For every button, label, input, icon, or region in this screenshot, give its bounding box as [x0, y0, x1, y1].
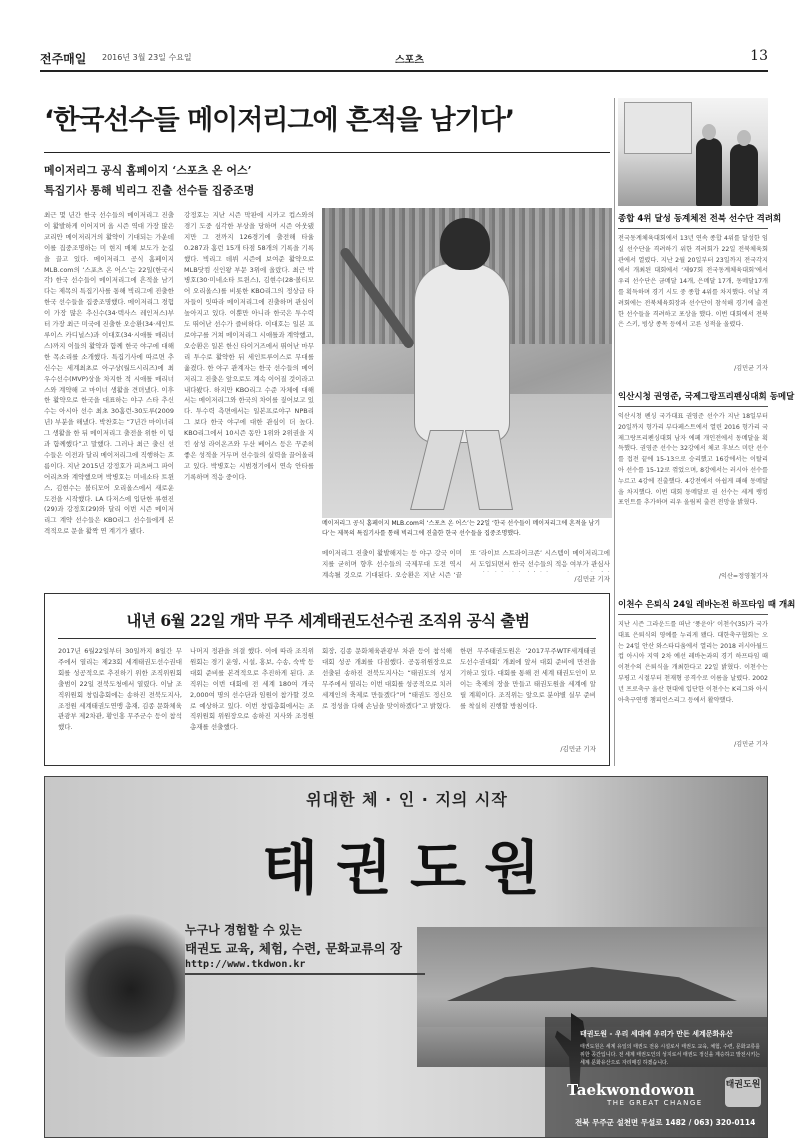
- main-subhead-1: 메이저리그 공식 홈페이지 ‘스포츠 온 어스’: [44, 164, 252, 177]
- ad-address-phone: 전북 무주군 설천면 무설로 1482 / 063) 320-0114: [575, 1118, 756, 1127]
- side-article-2-title: 익산시청 권영준, 국제그랑프리펜싱대회 동메달: [618, 392, 795, 402]
- side-article-2-body: 익산시청 펜싱 국가대표 권영준 선수가 지난 18일부터 20일까지 헝가리 부다페스트에서 열린 2016 헝가리 국제그랑프리펜싱대회 남자 에페 개인전에서 동메달을 획득했다. 권영준 선수는 32강에서 체코 후보스 미탄 선수를 접전 끝에 15-13으로 승리했고 16강에서는 이탈리아 선수를 15-12로 꺾었으며, 8강에서는 러시아 선수를 누르고 4강에 진출했다. 4강전에서 아쉽게 패해 동메달을 차지했다. 이번 대회 동메달로 권 선수는 세계 랭킹 포인트를 추가하며 리우 올림픽 출전 전망을 밝혔다.: [618, 413, 768, 507]
- ad-copy-line-2: 태권도 교육, 체험, 수련, 문화교류의 장: [185, 941, 403, 956]
- player-uniform: [414, 263, 510, 443]
- award-ceremony-photo: [618, 98, 768, 206]
- ceremony-person-2-head: [737, 130, 751, 146]
- taekwondo-headline-rule: [58, 638, 596, 639]
- photo-caption: 메이저리그 공식 홈페이지 MLB.com의 ‘스포츠 온 어스’는 22일 ‘한국 선수들이 메이저리그에 흔적을 남기다’는 제목의 특집기사를 통해 빅리그에 진출한 한국 선수들을 집중조명했다.: [322, 520, 601, 537]
- fist-image: [65, 907, 185, 1057]
- ceremony-person-1: [696, 138, 722, 206]
- ad-heritage-banner: 태권도원 - 우리 세대에 우리가 만든 세계문화유산: [580, 1030, 733, 1038]
- building-roof: [447, 967, 737, 1001]
- taekwondo-column-2: 나머지 정관을 의결 했다. 이에 따라 조직위원회는 경기 운영, 시설, 홍보, 수송, 숙박 등 대회 준비를 본격적으로 추진하게 된다. 조직위는 이번 대회에 전 세계 180여 개국 2,000여 명의 선수단과 임원이 참가할 것으로 예상하고 있다. 이번 창립총회에서는 조직위원회 위원장으로 송하진 지사와 조정원 총재를 선출했다.: [190, 647, 314, 732]
- ad-calligraphy-title: 태권도원: [261, 834, 559, 902]
- ad-website-url: http://www.tkdwon.kr: [185, 959, 306, 970]
- side-article-3-rule: [618, 614, 768, 615]
- main-article-column-4: 또 ‘라이브 스트라이크존’ 시스템이 메이저리그에서 도입되면서 한국 선수들의 적응 여부가 관심사: [470, 549, 610, 568]
- side-article-1-body: 전국동계체육대회에서 13년 연속 종합 4위를 달성한 임실 선수단을 격려하기 위한 격려회가 22일 전북체육회관에서 열렸다. 지난 2월 20일부터 23일까지 전국각지에서 개최된 대회에서 ‘제97회 전국동계체육대회’에서 우리 선수단은 금메달 14개, 은메달 17개, 동메달17개를 획득하며 경기 시도 중 종합 4위를 차지했다. 이날 격려회에는 전북체육회장과 선수단이 참석해 경기에 출전한 선수들을 격려하고 포상을 했다. 이번 대회에서 전북은 스키, 빙상 종목 등에서 고른 성적을 올렸다.: [618, 235, 768, 329]
- ad-copy-line-1: 누구나 경험할 수 있는: [185, 923, 302, 937]
- taekwondo-column-1: 2017년 6월22일부터 30일까지 8일간 무주에서 열리는 제23회 세계태권도선수권대회를 성공적으로 추진하기 위한 조직위원회 출범이 22일 전북도청에서 열렸다. 이날 조직위원회 창립총회에는 송하진 전북도지사, 조정원 세계태권도연맹 총재, 김종 문화체육관광부 제2차관, 황인홍 무주군수 등이 참석했다.: [58, 647, 182, 732]
- side-article-3-byline: /김민균 기자: [734, 741, 768, 748]
- ad-url-underline: [185, 973, 425, 975]
- baseball-player-photo: [322, 208, 612, 518]
- page-header: [40, 48, 768, 72]
- issue-date: 2016년 3월 23일 수요일: [102, 53, 192, 62]
- taekwondo-column-3: 회장, 김종 문화체육관광부 차관 등이 참석해 대회 성공 개최를 다짐했다. 공동위원장으로 선출된 송하진 전북도지사는 “태권도의 성지 무주에서 열리는 이번 대회를 성공적으로 치러 세계인의 축제로 만들겠다”며 “태권도 정신으로 정성을 다해 손님을 맞이하겠다”고 밝혔다.: [322, 647, 452, 710]
- ad-logo-mark-icon: 태권도원: [725, 1077, 761, 1107]
- headline-divider: [44, 152, 610, 153]
- ad-logo-wordmark: Taekwondowon: [567, 1081, 695, 1099]
- side-article-1-rule: [618, 228, 768, 229]
- newspaper-masthead: 전주매일: [40, 52, 87, 66]
- taekwondo-column-4: 한편 무주태권도원은 ‘2017무주WTF세계태권도선수권대회’ 개최에 앞서 대회 준비에 만전을 기하고 있다. 대회를 통해 전 세계 태권도인이 모이는 축제의 장을 만들고 태권도원을 세계에 알릴 계획이다. 조직위는 앞으로 분야별 실무 준비를 착실히 진행할 방침이다.: [460, 647, 596, 710]
- event-banner: [624, 102, 692, 154]
- page-number: 13: [750, 48, 768, 64]
- side-article-2-byline: /익산=정영철기자: [718, 573, 768, 580]
- ad-logo-slogan: THE GREAT CHANGE: [607, 1099, 703, 1107]
- ad-tagline: 위대한 체 · 인 · 지의 시작: [306, 790, 508, 809]
- main-subhead-2: 특집기사 통해 빅리그 진출 선수들 집중조명: [44, 184, 255, 197]
- section-name: 스포츠: [395, 55, 424, 66]
- main-article-column-3: 메이저리그 진출이 활발해지는 등 야구 강국 이미지를 굳히며 향후 선수들의 국제무대 도전 역시 계속될 것으로 기대된다. 오승환은 지난 시즌 ‘끝: [322, 549, 462, 579]
- main-article-byline: /김민균 기자: [574, 575, 610, 583]
- column-divider: [614, 98, 615, 766]
- side-article-1-byline: /김민균 기자: [734, 365, 768, 372]
- side-article-1-title: 종합 4위 달성 동계체전 전북 선수단 격려회: [618, 214, 782, 224]
- ad-fine-print: 태권도원은 세계 유일의 태권도 전용 시설로서 태권도 교육, 체험, 수련, 문화교류를 위한 공간입니다. 전 세계 태권도인의 성지로서 태권도 정신을 계승하고 발전시키는 세계 문화유산으로 자리매김 하겠습니다.: [580, 1044, 761, 1066]
- main-headline: ‘한국선수들 메이저리그에 흔적을 남기다’: [44, 105, 515, 136]
- side-article-3-body: 지난 시즌 그라운드를 떠난 ‘풍운아’ 이천수(35)가 국가대표 은퇴식의 영예를 누리게 됐다. 대한축구협회는 오는 24일 안산 와스타디움에서 열리는 2018 러시아월드컵 아시아 지역 2차 예선 레바논과의 경기 하프타임 때 이천수의 은퇴식을 개최한다고 22일 밝혔다. 이천수는 부평고 시절부터 천재형 공격수로 이름을 날렸다. 2002년 프로축구 울산 현대에 입단한 이천수는 K리그와 아시아축구연맹 챔피언스리그 등에서 활약했다.: [618, 621, 768, 704]
- main-article-column-2: 강정호는 지난 시즌 막판에 시카고 컵스와의 경기 도중 심각한 부상을 당하며 시즌 아웃됐지만 그 전까지 126경기에 출전해 타율 0.287과 홈런 15개 타점 58개의 기록을 기록했다. 빅리그 데뷔 시즌에 보여준 활약으로 MLB닷컴 신인왕 부문 3위에 올랐다. 최근 박병호(30·미네소타 트윈스), 김현수(28·볼티모어 오리올스)를 비롯한 KBO리그의 정상급 타자들이 잇따라 메이저리그에 진출하며 관심이 높아지고 있다. 이뿐만 아니라 한국은 투수력도 뛰어난 선수가 즐비하다. 이대호는 일본 프로야구를 거쳐 메이저리그 시애틀과 계약했고, 오승환은 일본 한신 타이거즈에서 뛰어난 마무리 투수로 활약한 뒤 세인트루이스로 무대를 옮겼다. 한 야구 관계자는 한국 선수들의 메이저리그 진출은 앞으로도 계속 이어질 것이라고 내다봤다. 하지만 KBO리그 수준 자체에 대해서는 메이저리그와 한국의 차이를 짚어보고 있다. 투수력 측면에서는 일본프로야구 NPB리그 보다 한국 야구에 대한 관심이 더 높다. KBO리그에서 10시즌 동안 1위와 2위권을 지킨 삼성 라이온즈와 두산 베어스 등은 꾸준히 좋은 성적을 거두며 선수들의 실력을 끌어올리고 있다. 박병호는 시범경기에서 연속 안타를 기록하며 적응 중이다.: [184, 211, 314, 481]
- player-helmet: [440, 218, 490, 270]
- taekwondo-headline: 내년 6월 22일 개막 무주 세계태권도선수권 조직위 공식 출범: [126, 611, 530, 630]
- taekwondowon-advertisement: [44, 776, 768, 1138]
- ceremony-person-1-head: [702, 124, 716, 140]
- side-article-3-title: 이천수 은퇴식 24일 레바논전 하프타임 때 개최: [618, 600, 796, 610]
- taekwondo-byline: /김민균 기자: [560, 745, 596, 753]
- ceremony-person-2: [730, 144, 758, 206]
- main-article-column-1: 최근 몇 년간 한국 선수들의 메이저리그 진출이 활발하게 이어지며 올 시즌 역대 가장 많은 코리안 메이저리거의 활약이 기대되는 가운데 이를 집중조명하는 미 현지 매체 보도가 눈길을 끌고 있다. 메이저리그 공식 홈페이지 MLB.com의 ‘스포츠 온 어스’는 22일(한국시각) 한국 선수들이 메이저리그에 흔적을 남기다는 제목의 특집기사를 통해 빅리그에 진출한 한국 선수들을 집중조명했다. 메이저리그 경험이 가장 많은 추신수(34·텍사스 레인저스)부터 가장 최근 미국에 진출한 오승환(34·세인트루이스 카디널스)과 이대호(34·시애틀 매리너스)까지 이들의 활약과 함께 한국 야구에 대해 한 목소리를 소개했다. 특집기사에 따르면 추신수는 세계최초로 아구상(월드시리즈)에 최우수선수(MVP)상을 차지한 적 시애틀 매리너스와 계약해 고 마이너 생활을 견뎌냈다. 이후 한 활약으로 한국을 대표하는 야구 스타 추신수는 아시아 선수 최초 30홈런-30도루(2009년) 부분을 해냈다. 박찬호는 “7년간 마이너리그 생활을 한 뒤 메이저리그 출전을 위한 이 팀과 함께했다”고 말했다. 그러나 최근 출신 선수들은 이전과 달리 메이저리그에 직행하는 흐름이다. 지난 2015년 강정호가 피츠버그 파이어리츠와 계약했으며 박병호는 미네소타 트윈스, 김현수는 볼티모어 오리올스에서 새로운 도전을 시작했다. LA 다저스에 입단한 류현진(29)과 강정호(29)와 달리 이번 시즌 메이저리그 계약 선수들은 KBO리그 선수들에게 본격적으로 문을 활짝 연 계기가 됐다.: [44, 211, 174, 536]
- side-article-2-rule: [618, 406, 768, 407]
